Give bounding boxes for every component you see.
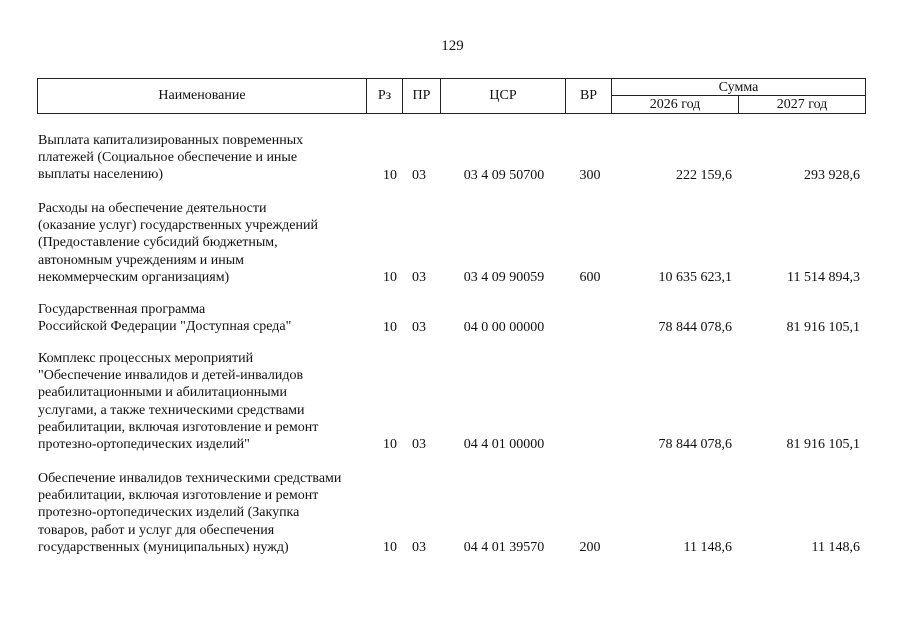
row-2027: 11 148,6 [811, 539, 860, 555]
row-vr: 200 [579, 539, 601, 555]
row-2026: 11 148,6 [683, 539, 732, 555]
header-vr: ВР [566, 79, 612, 113]
row-name: Расходы на обеспечение деятельности (оказание услуг) государственных учреждений (Предоставление субсидий бюджетным, автономным учреждениям и иным некоммерческим организациям) [38, 201, 318, 285]
row-2027: 293 928,6 [804, 167, 860, 183]
table-header [37, 78, 866, 114]
header-sum: Сумма [612, 79, 865, 96]
row-2026: 10 635 623,1 [658, 269, 732, 285]
table-row [0, 350, 905, 453]
row-vr: 300 [579, 167, 601, 183]
row-pr: 03 [412, 436, 426, 452]
row-csr: 04 4 01 00000 [463, 436, 545, 452]
header-name: Наименование [38, 79, 367, 113]
header-sum-group [612, 79, 865, 113]
row-2027: 11 514 894,3 [787, 269, 860, 285]
table-row [0, 200, 905, 286]
row-name: Выплата капитализированных повременных платежей (Социальное обеспечение и иные выплаты населению) [38, 133, 304, 183]
row-pr: 03 [412, 269, 426, 285]
row-2026: 222 159,6 [676, 167, 732, 183]
row-2027: 81 916 105,1 [786, 319, 860, 335]
row-pr: 03 [412, 539, 426, 555]
header-csr: ЦСР [441, 79, 566, 113]
row-rz: 10 [383, 539, 397, 555]
page-number: 129 [441, 38, 464, 54]
row-vr: 600 [579, 269, 601, 285]
row-2027: 81 916 105,1 [786, 436, 860, 452]
row-pr: 03 [412, 167, 426, 183]
row-rz: 10 [383, 167, 397, 183]
header-rz: Рз [367, 79, 403, 113]
table-row [0, 301, 905, 336]
header-pr: ПР [403, 79, 441, 113]
row-name: Обеспечение инвалидов техническими средствами реабилитации, включая изготовление и ремонт протезно-ортопедических изделий (Закупка товаров, работ и услуг для обеспечения государственных (муниципальных) нужд) [38, 471, 342, 555]
row-csr: 04 0 00 00000 [463, 319, 545, 335]
row-pr: 03 [412, 319, 426, 335]
row-2026: 78 844 078,6 [658, 319, 732, 335]
row-csr: 03 4 09 90059 [463, 269, 545, 285]
row-rz: 10 [383, 269, 397, 285]
header-year-2026: 2026 год [612, 96, 739, 113]
row-name: Государственная программа Российской Федерации "Доступная среда" [38, 302, 292, 335]
row-csr: 03 4 09 50700 [463, 167, 545, 183]
row-2026: 78 844 078,6 [658, 436, 732, 452]
row-rz: 10 [383, 319, 397, 335]
table-row [0, 470, 905, 556]
row-rz: 10 [383, 436, 397, 452]
table-row [0, 132, 905, 184]
row-name: Комплекс процессных мероприятий "Обеспечение инвалидов и детей-инвалидов реабилитационными и абилитационными услугами, а также техническими средствами реабилитации, включая изготовление и ремонт протезно-ортопедических изделий" [38, 351, 319, 453]
header-year-2027: 2027 год [776, 97, 828, 112]
row-csr: 04 4 01 39570 [463, 539, 545, 555]
